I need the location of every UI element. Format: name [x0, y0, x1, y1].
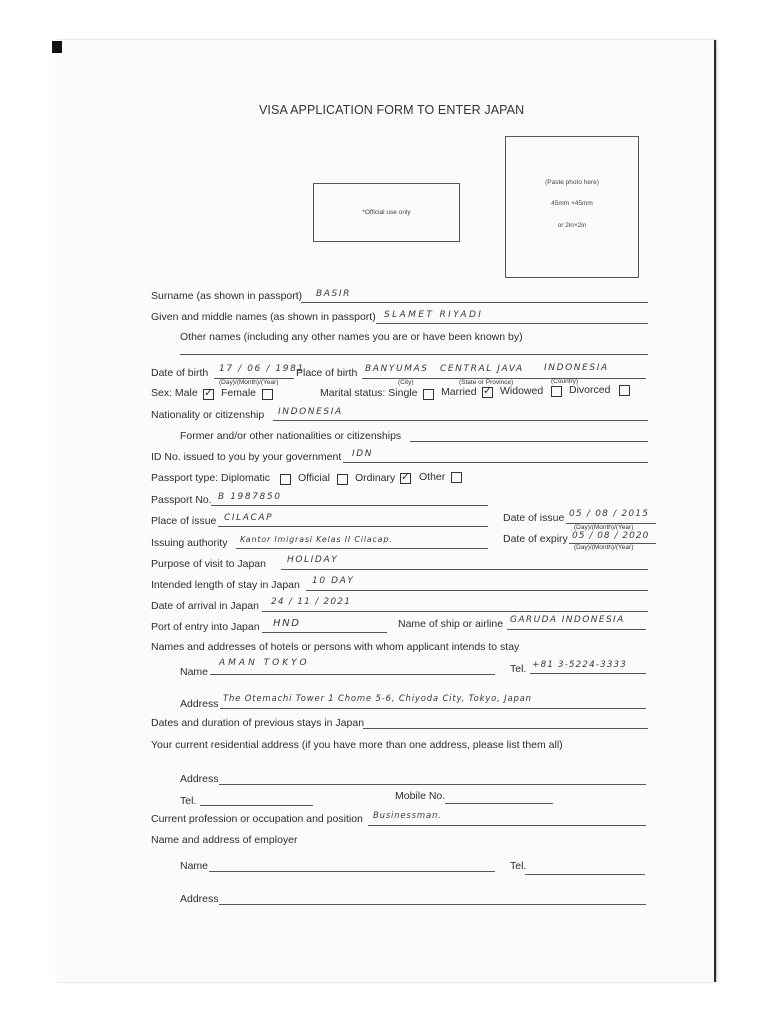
married-checkbox[interactable]	[482, 387, 493, 398]
surname-line	[301, 302, 648, 303]
date-arrival-line	[262, 611, 648, 612]
mobile-label: Mobile No.	[395, 790, 446, 802]
passport-no-label: Passport No.	[151, 494, 212, 506]
id-no-value[interactable]: IDN	[352, 449, 374, 459]
other-names-line	[180, 354, 648, 355]
employer-tel-line	[525, 874, 645, 875]
surname-value[interactable]: BASIR	[316, 289, 351, 299]
date-expiry-value[interactable]: 05 / 08 / 2020	[572, 531, 650, 541]
hotel-address-value[interactable]: The Otemachi Tower 1 Chome 5-6, Chiyoda City, Tokyo, Japan	[223, 694, 532, 704]
sex-label: Sex: Male	[151, 387, 198, 399]
divorced-checkbox[interactable]	[619, 385, 630, 396]
issuing-authority-value[interactable]: Kantor Imigrasi Kelas II Cilacap.	[240, 535, 393, 544]
divorced-label: Divorced	[569, 384, 611, 396]
port-entry-line	[262, 632, 387, 633]
passport-type-label: Passport type: Diplomatic	[151, 472, 271, 484]
employer-tel-label: Tel.	[510, 860, 527, 872]
pob-label: Place of birth	[296, 367, 358, 379]
previous-stays-label: Dates and duration of previous stays in Japan	[151, 717, 365, 729]
purpose-line	[281, 569, 648, 570]
other-label: Other	[419, 471, 446, 483]
date-expiry-label: Date of expiry	[503, 533, 568, 545]
hotel-name-line	[210, 674, 495, 675]
date-arrival-label: Date of arrival in Japan	[151, 600, 259, 612]
hotel-name-value[interactable]: AMAN TOKYO	[219, 658, 310, 668]
ship-airline-value[interactable]: GARUDA INDONESIA	[510, 615, 625, 625]
photo-text-2: 45mm ×45mm	[551, 200, 593, 207]
nationality-line	[273, 420, 648, 421]
other-checkbox[interactable]	[451, 472, 462, 483]
given-names-value[interactable]: SLAMET RIYADI	[384, 310, 484, 320]
employer-name-label: Name	[180, 860, 209, 872]
female-label: Female	[221, 387, 257, 399]
single-checkbox[interactable]	[423, 389, 434, 400]
purpose-label: Purpose of visit to Japan	[151, 558, 266, 570]
hotel-name-label: Name	[180, 666, 209, 678]
hotel-tel-value[interactable]: +81 3-5224-3333	[532, 660, 627, 670]
previous-stays-line	[363, 728, 648, 729]
pob-city-value[interactable]: BANYUMAS	[365, 364, 429, 374]
passport-no-line	[211, 505, 488, 506]
given-names-label: Given and middle names (as shown in passport)	[151, 311, 376, 323]
hotel-address-label: Address	[180, 698, 219, 710]
profession-label: Current profession or occupation and position	[151, 813, 363, 825]
hotel-tel-line	[530, 673, 646, 674]
marital-label: Marital status: Single	[320, 387, 418, 399]
port-entry-label: Port of entry into Japan	[151, 621, 260, 633]
photo-text-1: (Paste photo here)	[545, 179, 599, 186]
passport-no-value[interactable]: B 1987850	[218, 492, 282, 502]
employer-label: Name and address of employer	[151, 834, 298, 846]
pob-country-value[interactable]: INDONESIA	[544, 363, 609, 373]
length-stay-value[interactable]: 10 DAY	[312, 576, 355, 586]
other-names-label: Other names (including any other names you are or have been known by)	[180, 331, 523, 343]
ship-airline-line	[507, 629, 646, 630]
place-issue-line	[218, 526, 488, 527]
purpose-value[interactable]: HOLIDAY	[287, 555, 339, 565]
official-use-box	[313, 183, 460, 242]
profession-value[interactable]: Businessman.	[373, 811, 442, 821]
male-checkbox[interactable]	[203, 389, 214, 400]
place-issue-value[interactable]: CILACAP	[224, 513, 274, 523]
widowed-checkbox[interactable]	[551, 386, 562, 397]
given-names-line	[376, 323, 648, 324]
dob-label: Date of birth	[151, 367, 209, 379]
former-nationality-label: Former and/or other nationalities or citizenships	[180, 430, 402, 442]
pob-city-hint: (City)	[398, 379, 414, 386]
ship-airline-label: Name of ship or airline	[398, 618, 504, 630]
length-stay-label: Intended length of stay in Japan	[151, 579, 300, 591]
nationality-value[interactable]: INDONESIA	[278, 407, 343, 417]
date-issue-hint: (Day)/(Month)/(Year)	[574, 524, 634, 531]
dob-hint: (Day)/(Month)/(Year)	[219, 379, 279, 386]
form-title: VISA APPLICATION FORM TO ENTER JAPAN	[259, 103, 525, 117]
widowed-label: Widowed	[500, 385, 544, 397]
hotel-tel-label: Tel.	[510, 663, 527, 675]
issuing-authority-label: Issuing authority	[151, 537, 228, 549]
nationality-label: Nationality or citizenship	[151, 409, 265, 421]
diplomatic-checkbox[interactable]	[280, 474, 291, 485]
residential-label: Your current residential address (if you have more than one address, please list them all)	[151, 739, 563, 751]
issuing-authority-line	[236, 548, 488, 549]
married-label: Married	[441, 386, 477, 398]
pob-country-hint: (Country)	[551, 378, 579, 385]
female-checkbox[interactable]	[262, 389, 273, 400]
length-stay-line	[306, 590, 648, 591]
employer-address-label: Address	[180, 893, 219, 905]
employer-name-line	[209, 871, 495, 872]
photo-box	[505, 136, 639, 278]
photo-text-3: or 2in×2in	[557, 222, 587, 229]
hotel-address-line	[220, 708, 646, 709]
former-nationality-line	[410, 441, 648, 442]
scan-corner-mark	[52, 41, 62, 53]
residential-address-label: Address	[180, 773, 219, 785]
date-expiry-hint: (Day)/(Month)/(Year)	[574, 544, 634, 551]
date-issue-value[interactable]: 05 / 08 / 2015	[569, 509, 650, 519]
dob-value[interactable]: 17 / 06 / 1981	[219, 364, 305, 374]
ordinary-label: Ordinary	[355, 472, 396, 484]
hotels-label: Names and addresses of hotels or persons with whom applicant intends to stay	[151, 641, 520, 653]
ordinary-checkbox[interactable]	[400, 473, 411, 484]
id-no-label: ID No. issued to you by your government	[151, 451, 342, 463]
date-issue-label: Date of issue	[503, 512, 565, 524]
profession-line	[368, 825, 646, 826]
official-label: Official	[298, 472, 330, 484]
date-arrival-value[interactable]: 24 / 11 / 2021	[271, 597, 352, 607]
pob-state-value[interactable]: CENTRAL JAVA	[440, 364, 524, 374]
id-no-line	[343, 462, 648, 463]
pob-state-hint: (State or Province)	[459, 379, 514, 386]
place-issue-label: Place of issue	[151, 515, 217, 527]
port-entry-value[interactable]: HND	[273, 618, 301, 629]
residential-tel-line	[200, 805, 313, 806]
mobile-line	[445, 803, 553, 804]
official-use-text: *Official use only	[362, 209, 411, 216]
residential-address-line	[219, 784, 646, 785]
residential-tel-label: Tel.	[180, 795, 197, 807]
official-checkbox[interactable]	[337, 474, 348, 485]
employer-address-line	[219, 904, 646, 905]
surname-label: Surname (as shown in passport)	[151, 290, 303, 302]
